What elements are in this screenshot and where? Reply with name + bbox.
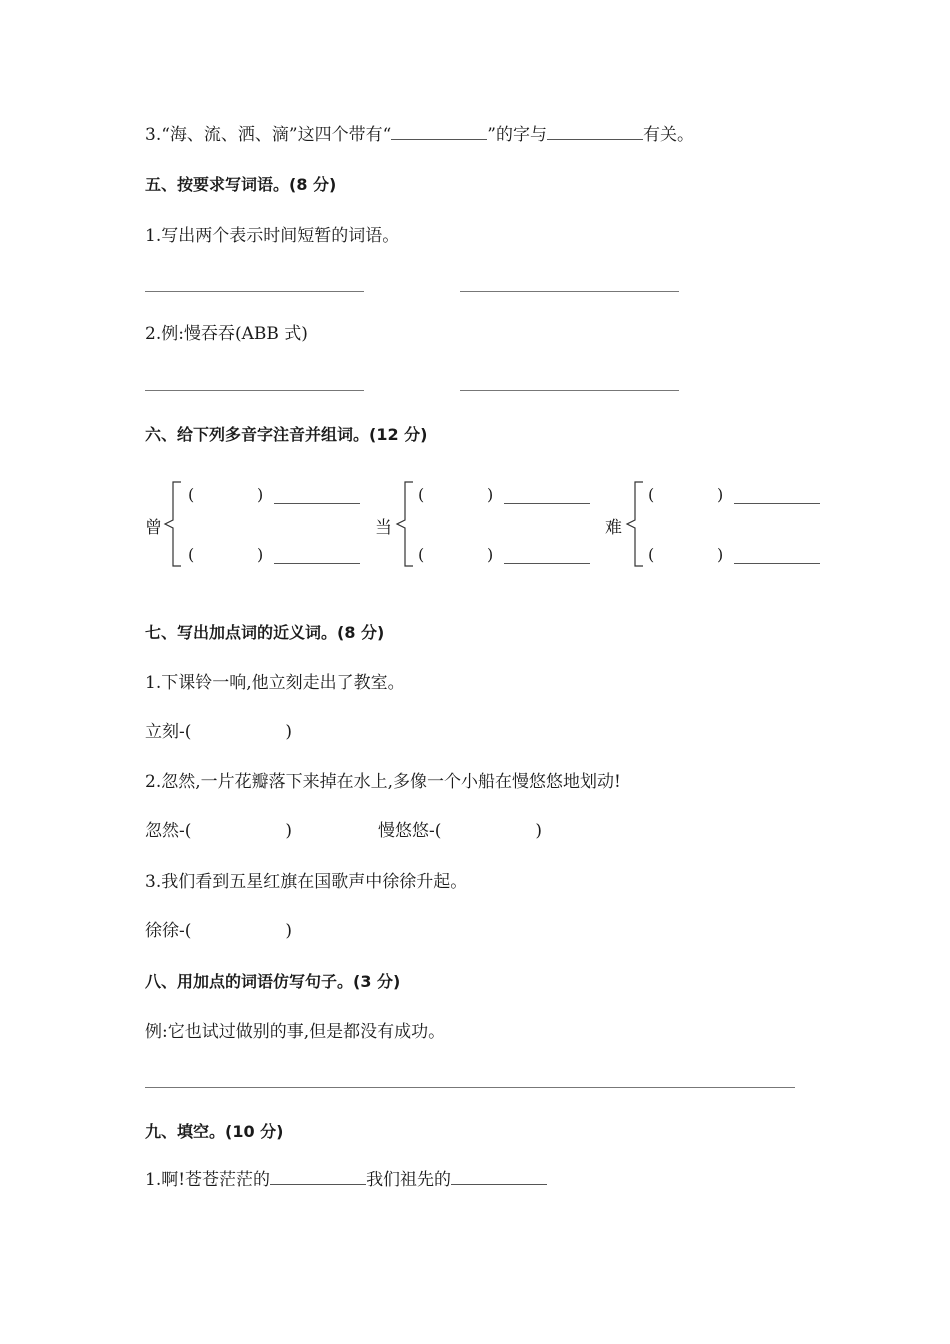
word-blank[interactable] <box>734 563 820 564</box>
section7-heading: 七、写出加点词的近义词。(8 分) <box>145 623 385 642</box>
section7-item2: 2.忽然,一片花瓣落下来掉在水上,多像一个小船在慢悠悠地划动! <box>145 772 621 792</box>
section6-heading: 六、给下列多音字注音并组词。(12 分) <box>145 425 428 444</box>
paren-close: ) <box>717 485 724 504</box>
answer-line[interactable] <box>145 390 364 391</box>
word-blank[interactable] <box>274 503 360 504</box>
meaning-blank[interactable] <box>547 123 643 140</box>
section5-item2: 2.例:慢吞吞(ABB 式) <box>145 324 308 344</box>
paren-close: ) <box>285 821 293 841</box>
q4-item3-prefix: 3.“海、流、洒、滴”这四个带有“ <box>145 125 392 145</box>
radical-blank[interactable] <box>391 123 487 140</box>
fill-text: 1.啊!苍苍茫茫的 <box>145 1170 271 1190</box>
paren-close: ) <box>535 821 543 841</box>
synonym-answer-2 <box>145 820 542 842</box>
q4-item3 <box>145 123 694 146</box>
synonym-label: 慢悠悠-( <box>378 821 442 841</box>
word-blank[interactable] <box>734 503 820 504</box>
brace-icon <box>395 480 415 568</box>
answer-line[interactable] <box>460 291 679 292</box>
synonym-answer-3 <box>145 920 292 942</box>
word-blank[interactable] <box>504 503 590 504</box>
polyphone-char: 当 <box>375 518 392 538</box>
section5-item1: 1.写出两个表示时间短暂的词语。 <box>145 226 400 246</box>
paren-close: ) <box>487 545 494 564</box>
word-blank[interactable] <box>504 563 590 564</box>
answer-line[interactable] <box>460 390 679 391</box>
polyphone-char: 曾 <box>145 518 162 538</box>
synonym-label: 忽然-( <box>145 821 192 841</box>
paren-open: ( <box>418 485 425 504</box>
section9-heading: 九、填空。(10 分) <box>145 1122 284 1141</box>
fill-text: 我们祖先的 <box>366 1170 452 1190</box>
section7-item1: 1.下课铃一响,他立刻走出了教室。 <box>145 673 405 693</box>
synonym-answer-1 <box>145 721 292 743</box>
brace-icon <box>163 480 183 568</box>
q4-item3-middle: ”的字与 <box>487 125 547 145</box>
paren-open: ( <box>648 545 655 564</box>
paren-close: ) <box>285 921 293 941</box>
paren-close: ) <box>257 485 264 504</box>
section8-example: 例:它也试过做别的事,但是都没有成功。 <box>145 1022 446 1042</box>
paren-open: ( <box>648 485 655 504</box>
section7-item3: 3.我们看到五星红旗在国歌声中徐徐升起。 <box>145 872 468 892</box>
q4-item3-suffix: 有关。 <box>643 125 694 145</box>
word-blank[interactable] <box>274 563 360 564</box>
paren-open: ( <box>418 545 425 564</box>
paren-close: ) <box>257 545 264 564</box>
synonym-label: 徐徐-( <box>145 921 192 941</box>
paren-close: ) <box>717 545 724 564</box>
paren-open: ( <box>188 485 195 504</box>
polyphone-char: 难 <box>605 518 622 538</box>
section8-heading: 八、用加点的词语仿写句子。(3 分) <box>145 972 401 991</box>
paren-close: ) <box>487 485 494 504</box>
fill-blank[interactable] <box>451 1168 547 1185</box>
synonym-label: 立刻-( <box>145 722 192 742</box>
sentence-answer-line[interactable] <box>145 1087 795 1088</box>
answer-line[interactable] <box>145 291 364 292</box>
fill-blank[interactable] <box>270 1168 366 1185</box>
paren-close: ) <box>285 722 293 742</box>
section9-item1 <box>145 1168 547 1191</box>
section5-heading: 五、按要求写词语。(8 分) <box>145 175 337 194</box>
paren-open: ( <box>188 545 195 564</box>
brace-icon <box>625 480 645 568</box>
